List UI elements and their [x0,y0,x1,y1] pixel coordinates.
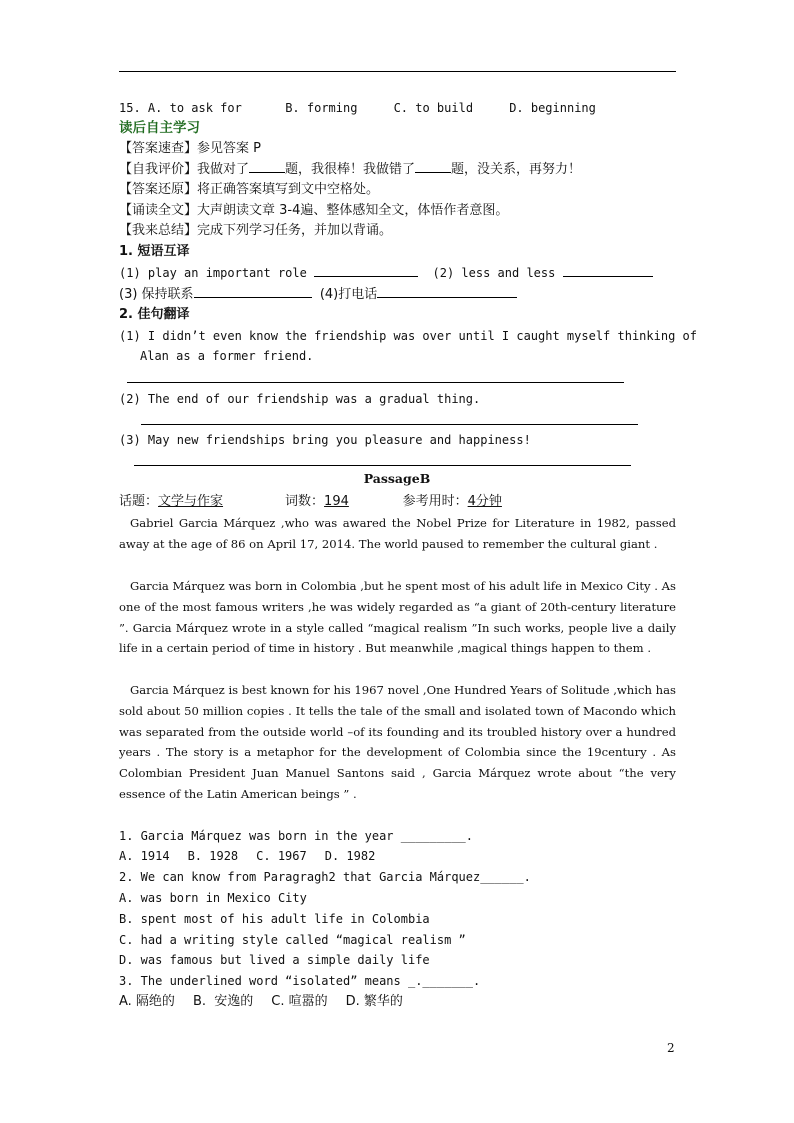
header-rule [119,71,676,72]
phrase-section-title: 1. 短语互译 [119,244,190,259]
answer-restore-line: 【答案还原】将正确答案填写到文中空格处。 [119,182,380,197]
question-15: 15. A. to ask for B. forming C. to build D. beginning [119,101,596,115]
passage-title: PassageB [363,471,431,486]
question-3-options: A. 隔绝的 B. 安逸的 C. 喧嚣的 D. 繁华的 [119,994,403,1009]
question-1-options: A. 1914 B. 1928 C. 1967 D. 1982 [119,849,376,863]
question-1: 1. Garcia Márquez was born in the year _________. [119,829,474,843]
sentence-section-title: 2. 佳句翻译 [119,307,190,322]
question-3: 3. The underlined word “isolated” means _._______. [119,974,481,988]
sentence-1-line-1: (1) I didn’t even know the friendship was over until I caught myself thinking of [119,329,697,343]
question-2-option-a: A. was born in Mexico City [119,891,307,905]
phrase-row-1: (1) play an important role (2) less and less [119,263,653,283]
passage-info: 话题：文学与作家 词数：194 参考用时：4分钟 [119,494,502,509]
sentence-2: (2) The end of our friendship was a gradual thing. [119,392,481,406]
answer-check-line: 【答案速查】参见答案 P [119,141,261,156]
answer-line-1 [127,382,624,383]
summary-line: 【我来总结】完成下列学习任务，并加以背诵。 [119,223,393,238]
sentence-1-line-2: Alan as a former friend. [140,349,314,363]
self-evaluation-line: 【自我评价】我做对了 题，我很棒！我做错了 题，没关系，再努力！ [119,159,581,180]
question-2-option-c: C. had a writing style called “magical realism ” [119,933,466,947]
question-2-option-d: D. was famous but lived a simple daily life [119,953,430,967]
passage-paragraph-3: Garcia Márquez is best known for his 1967 novel ,One Hundred Years of Solitude ,which has sold about 50 million copies . It tells the tale of the small and isolated town of Macondo which was separated from the outside world –of its founding and its troubled history over a hundred years . The story is a metaphor for the development of Colombia since the 19century . As Colombian President Juan Manuel Santons said , Garcia Márquez wrote about “the very essence of the Latin American beings ” . [119,683,676,801]
question-2-option-b: B. spent most of his adult life in Colombia [119,912,430,926]
page-number: 2 [667,1041,675,1055]
passage-paragraph-2: Garcia Márquez was born in Colombia ,but he spent most of his adult life in Mexico City . As one of the most famous writers ,he was widely regarded as “a giant of 20th-century literature ”. Garcia Márquez wrote in a style called “magical realism ”In such works, people live a daily life in a certain period of time in history . But meanwhile ,magical things happen to them . [119,579,676,656]
read-aloud-line: 【诵读全文】大声朗读文章 3-4遍、整体感知全文，体悟作者意图。 [119,203,509,218]
sentence-3: (3) May new friendships bring you pleasure and happiness! [119,433,531,447]
section-heading: 读后自主学习 [119,120,200,136]
passage-paragraph-1: Gabriel Garcia Márquez ,who was awared the Nobel Prize for Literature in 1982, passed away at the age of 86 on April 17, 2014. The world paused to remember the cultural giant . [119,516,676,551]
answer-line-3 [134,465,631,466]
question-2: 2. We can know from Paragragh2 that Garcia Márquez______. [119,870,531,884]
phrase-row-2: (3) 保持联系 (4)打电话 [119,284,517,305]
answer-line-2 [141,424,638,425]
